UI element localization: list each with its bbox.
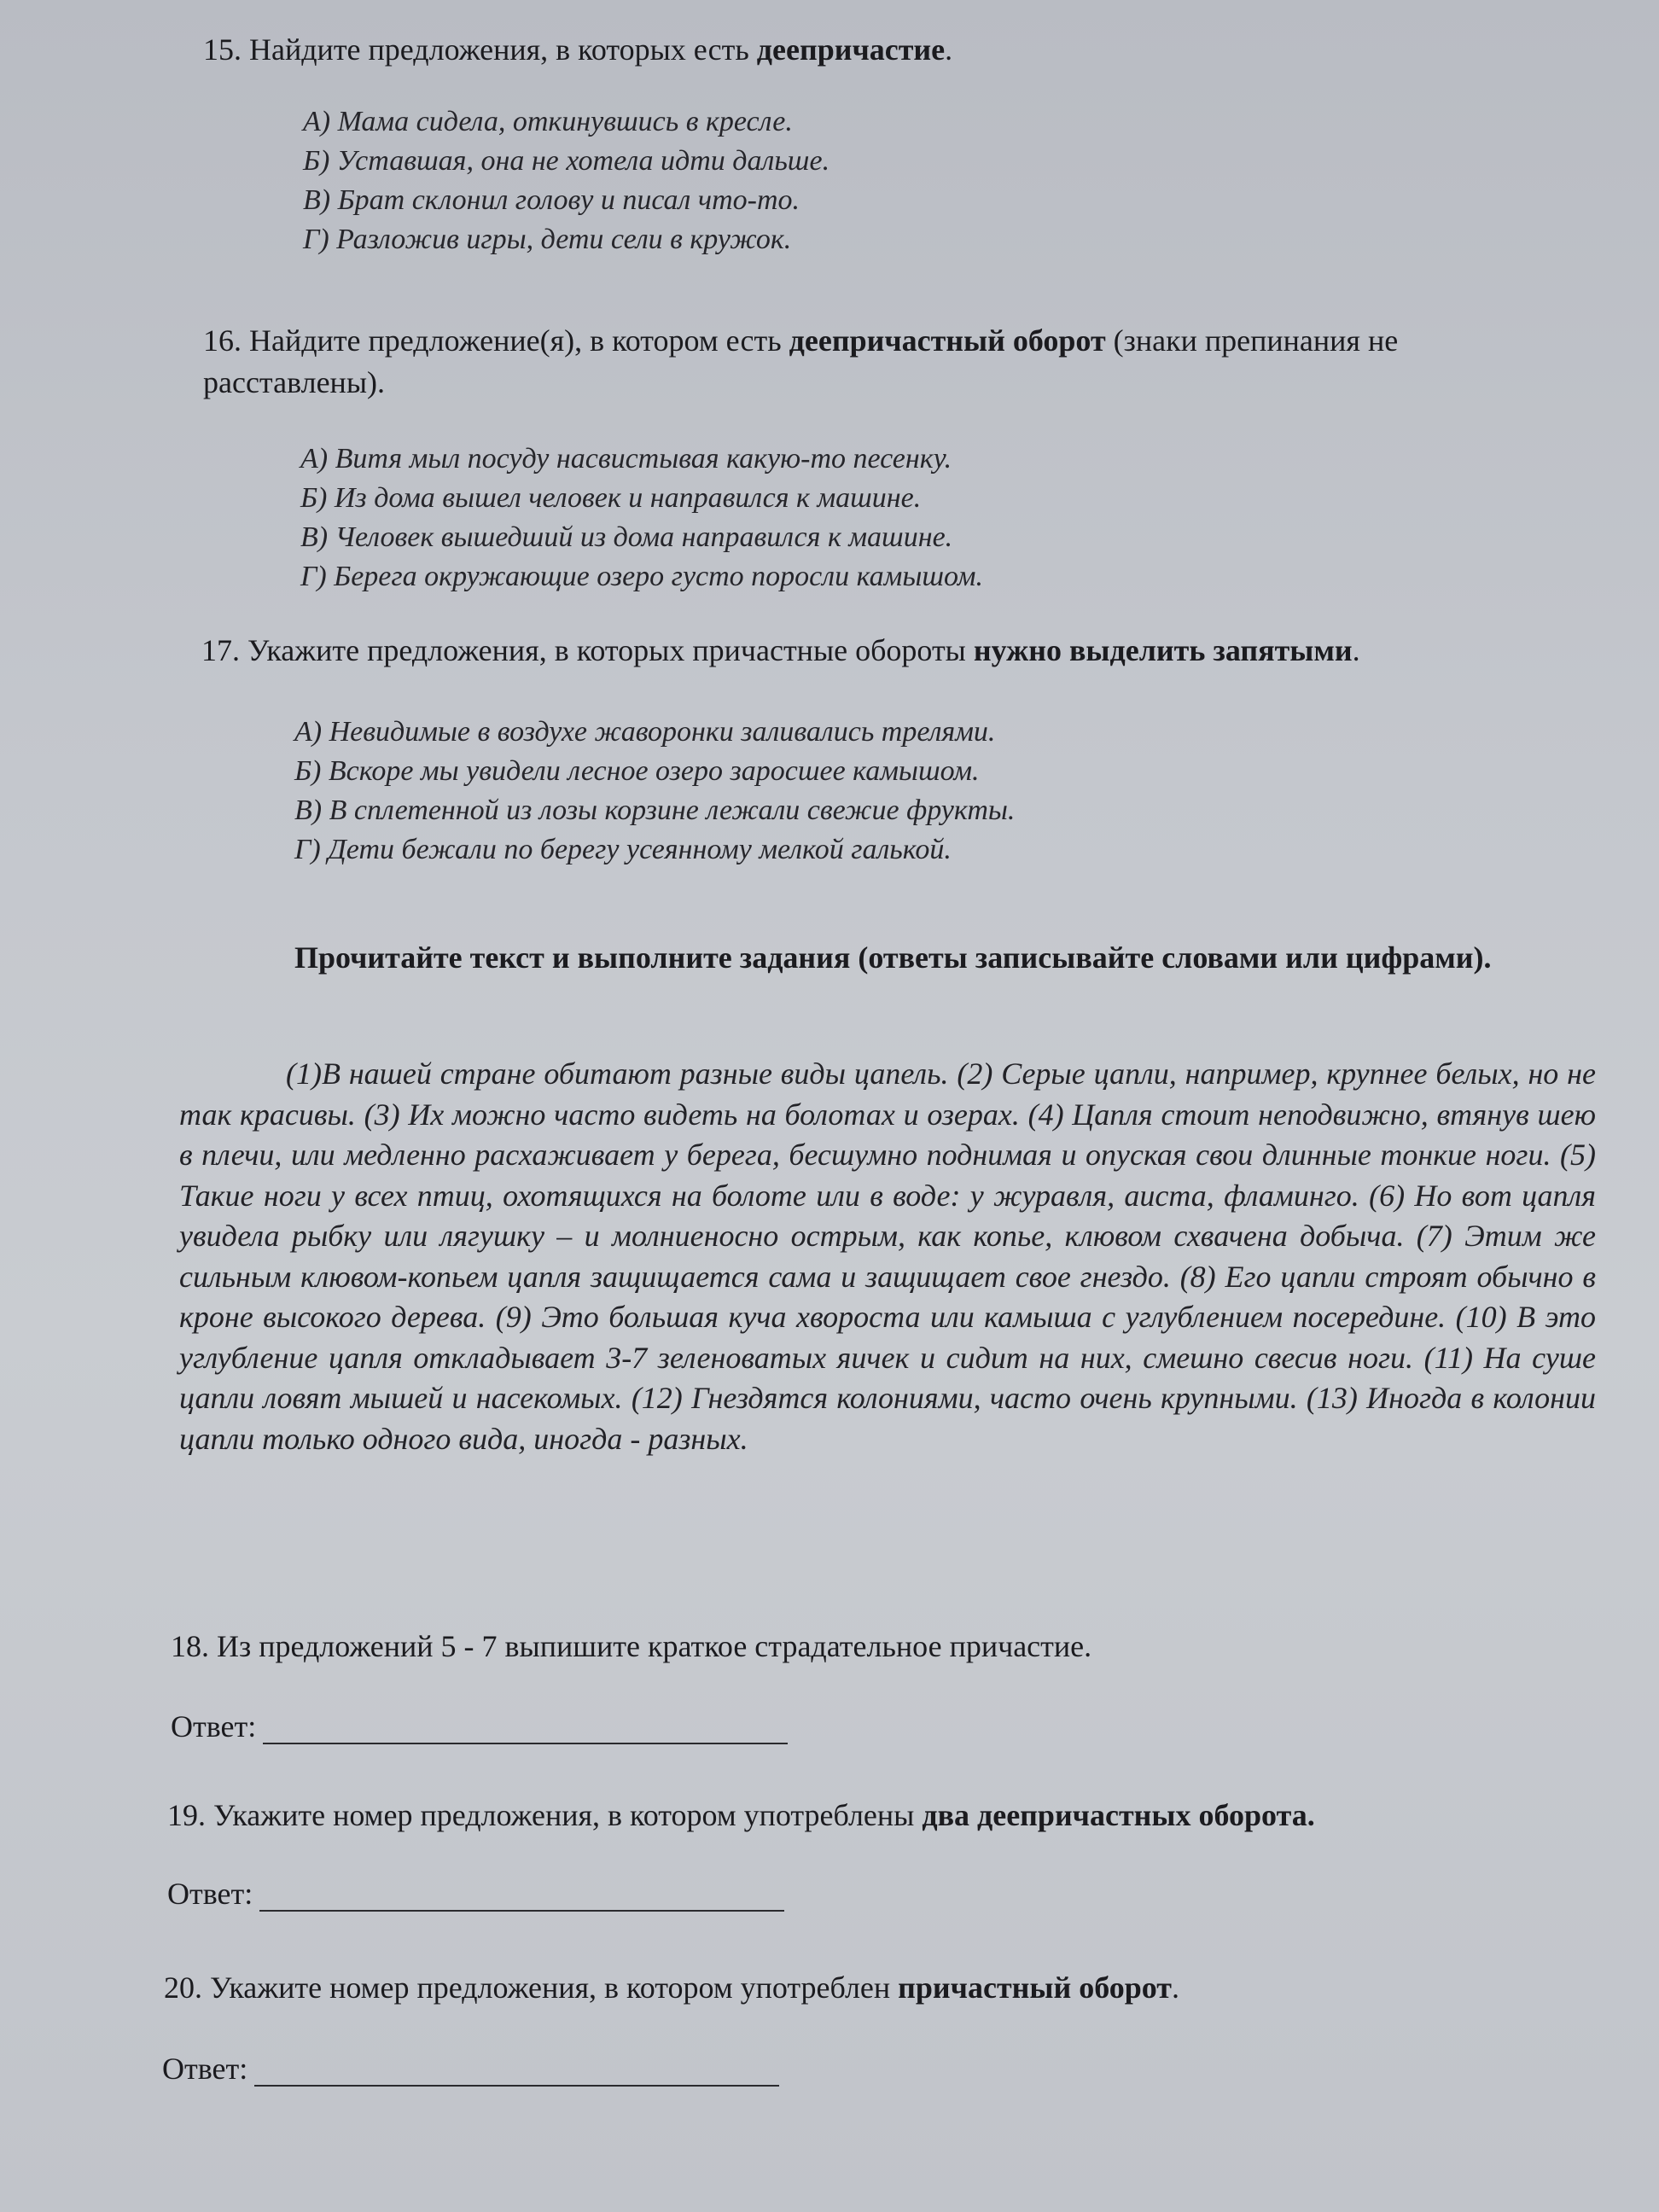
option-c: В) Человек вышедший из дома направился к машине. bbox=[300, 521, 953, 553]
question-19-text: 19. Укажите номер предложения, в котором употреблены bbox=[167, 1798, 923, 1832]
option-a: А) Мама сидела, откинувшись в кресле. bbox=[303, 106, 793, 137]
option-a: А) Витя мыл посуду насвистывая какую-то песенку. bbox=[300, 443, 952, 474]
question-20-text: 20. Укажите номер предложения, в котором употреблен bbox=[164, 1970, 899, 2005]
question-19-answer bbox=[167, 1876, 784, 1912]
question-20-answer bbox=[162, 2051, 779, 2087]
question-20-heading: 20. Укажите номер предложения, в котором употреблен причастный оборот. bbox=[164, 1970, 1179, 2005]
question-18-heading: 18. Из предложений 5 - 7 выпишите краткое страдательное причастие. bbox=[171, 1629, 1092, 1663]
answer-input-line[interactable] bbox=[254, 2051, 779, 2087]
question-16-options bbox=[300, 439, 983, 597]
question-16-text: 16. Найдите предложение(я), в котором есть bbox=[203, 323, 789, 358]
answer-label: Ответ: bbox=[162, 2052, 248, 2086]
answer-label: Ответ: bbox=[171, 1709, 257, 1743]
question-16-heading: 16. Найдите предложение(я), в котором есть деепричастный оборот (знаки препинания не расставлены). bbox=[203, 323, 1399, 399]
option-d: Г) Берега окружающие озеро густо поросли камышом. bbox=[300, 561, 983, 592]
answer-input-line[interactable] bbox=[259, 1876, 784, 1912]
reading-instruction: Прочитайте текст и выполните задания (ответы записывайте словами или цифрами). bbox=[294, 940, 1492, 975]
question-15-heading: 15. Найдите предложения, в которых есть деепричастие. bbox=[203, 32, 953, 67]
question-17-options bbox=[294, 713, 1015, 870]
option-c: В) Брат склонил голову и писал что-то. bbox=[303, 184, 800, 216]
question-15-options bbox=[303, 102, 830, 259]
option-b: Б) Уставшая, она не хотела идти дальше. bbox=[303, 145, 830, 177]
reading-passage: (1)В нашей стране обитают разные виды цапель. (2) Серые цапли, например, крупнее белых, но не так красивы. (3) Их можно часто видеть на болотах и озерах. (4) Цапля стоит неподвижно, втянув шею в плечи, или медленно расхаживает у берега, бесшумно поднимая и опуская свои длинные тонкие ноги. (5) Такие ноги у всех птиц, охотящихся на болоте или в воде: у журавля, аиста, фламинго. (6) Но вот цапля увидела рыбку или лягушку – и молниеносно острым, как копье, клювом схвачена добыча. (7) Этим же сильным клювом-копьем цапля защищается сама и защищает свое гнездо. (8) Его цапли строят обычно в кроне высокого дерева. (9) Это большая куча хвороста или камыша с углублением посередине. (10) В это углубление цапля откладывает 3-7 зеленоватых яичек и сидит на них, смешно свесив ноги. (11) На суше цапли ловят мышей и насекомых. (12) Гнездятся колониями, часто очень крупными. (13) Иногда в колонии цапли только одного вида, иногда - разных. bbox=[179, 1057, 1596, 1456]
question-18-answer bbox=[171, 1708, 788, 1744]
option-d: Г) Дети бежали по берегу усеянному мелкой галькой. bbox=[294, 834, 952, 865]
question-19-keyword: два деепричастных оборота bbox=[922, 1798, 1307, 1832]
question-15-keyword: деепричастие bbox=[756, 32, 946, 67]
question-17-text: 17. Укажите предложения, в которых причастные обороты bbox=[201, 633, 974, 667]
option-c: В) В сплетенной из лозы корзине лежали свежие фрукты. bbox=[294, 795, 1016, 826]
question-16-keyword: деепричастный оборот bbox=[789, 323, 1106, 358]
question-19-heading: 19. Укажите номер предложения, в котором употреблены два деепричастных оборота. bbox=[167, 1798, 1315, 1832]
question-17-heading: 17. Укажите предложения, в которых причастные обороты нужно выделить запятыми. bbox=[201, 633, 1360, 667]
option-b: Б) Вскоре мы увидели лесное озеро заросшее камышом. bbox=[294, 755, 980, 787]
option-d: Г) Разложив игры, дети сели в кружок. bbox=[303, 224, 792, 255]
option-a: А) Невидимые в воздухе жаворонки заливались трелями. bbox=[294, 716, 996, 748]
question-20-keyword: причастный оборот bbox=[898, 1970, 1172, 2005]
question-17-keyword: нужно выделить запятыми bbox=[973, 633, 1353, 667]
question-15-text: 15. Найдите предложения, в которых есть bbox=[203, 32, 757, 67]
option-b: Б) Из дома вышел человек и направился к машине. bbox=[300, 482, 922, 514]
answer-label: Ответ: bbox=[167, 1877, 253, 1911]
answer-input-line[interactable] bbox=[263, 1708, 788, 1744]
